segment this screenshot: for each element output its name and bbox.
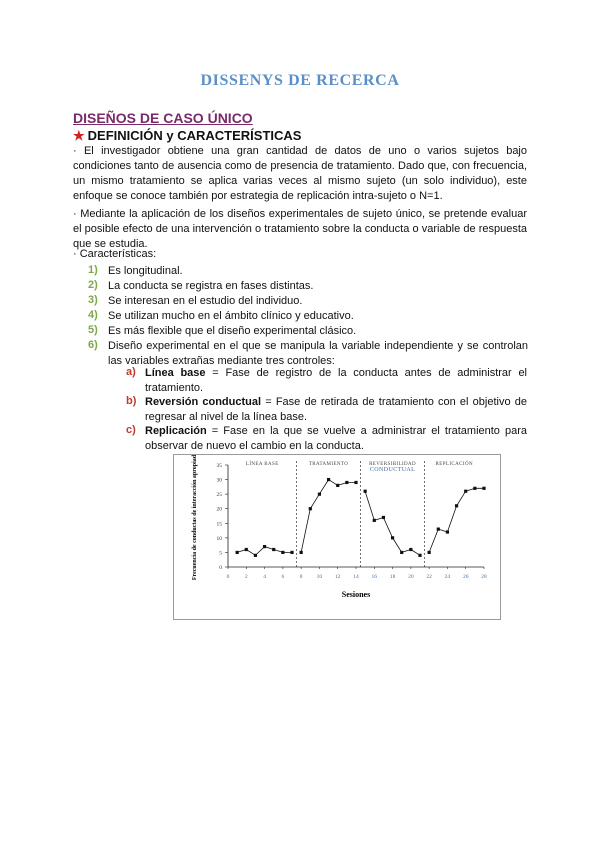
x-tick-label: 6 — [281, 574, 285, 580]
phase-label: LÍNEA BASE — [245, 462, 279, 467]
phase-label: REPLICACIÓN — [435, 462, 474, 467]
sublist-item — [145, 366, 527, 396]
y-tick-label: 25 — [216, 492, 222, 499]
paragraph-1 — [73, 144, 527, 204]
data-point — [391, 536, 394, 539]
data-point — [354, 481, 357, 484]
star-icon: ★ — [73, 128, 85, 143]
x-tick-label: 2 — [244, 574, 248, 580]
paragraph-2-text: · Mediante la aplicación de los diseños experimentales de sujeto único, se pretende evaluar el posible efecto de una intervención o tratamiento sobre la conducta o variable de respuesta que se estudia. — [73, 208, 527, 250]
x-tick-label: 12 — [334, 574, 341, 580]
data-point — [409, 548, 412, 551]
y-tick-label: 10 — [216, 535, 222, 542]
series-line — [365, 491, 420, 555]
list-number: 6) — [88, 339, 98, 351]
x-tick-label: 26 — [462, 574, 469, 580]
paragraph-3-text: · Características: — [73, 248, 157, 260]
data-point — [263, 545, 266, 548]
series-line — [301, 480, 356, 553]
y-axis-label: Frecuencia de conductas de interacción apropiada — [192, 455, 198, 581]
data-point — [437, 528, 440, 531]
single-case-chart — [173, 454, 501, 620]
list-number: 2) — [88, 279, 98, 291]
subsection-heading — [73, 128, 301, 144]
data-point — [345, 481, 348, 484]
data-point — [482, 487, 485, 490]
x-tick-label: 10 — [316, 574, 323, 580]
x-tick-label: 28 — [481, 574, 487, 580]
y-tick-label: 0 — [219, 565, 222, 571]
page-title: DISSENYS DE RECERCA — [200, 72, 400, 89]
x-tick-label: 22 — [426, 574, 432, 580]
list-number: 5) — [88, 324, 98, 336]
y-tick-label: 35 — [216, 463, 222, 469]
list-number: 4) — [88, 309, 98, 321]
sublist-text: = Fase de retirada de tratamiento con el objetivo de regresar al nivel de la línea base. — [145, 396, 527, 423]
data-point — [464, 490, 467, 493]
subsection-label: DEFINICIÓN y CARACTERÍSTICAS — [87, 128, 302, 143]
x-axis-label: Sesiones — [341, 590, 371, 599]
y-tick-label: 15 — [216, 521, 222, 528]
data-point — [300, 551, 303, 554]
phase-label: TRATAMIENTO — [308, 462, 349, 467]
sublist-letter: a) — [126, 366, 136, 378]
data-point — [455, 504, 458, 507]
paragraph-2 — [73, 207, 527, 252]
list-item: Se interesan en el estudio del individuo. — [108, 295, 303, 307]
y-tick-label: 20 — [216, 506, 222, 513]
data-point — [254, 554, 257, 557]
x-tick-label: 16 — [371, 574, 378, 580]
data-point — [473, 487, 476, 490]
y-tick-label: 30 — [216, 477, 222, 484]
sublist-item — [145, 395, 527, 425]
x-tick-label: 18 — [389, 574, 396, 580]
data-point — [336, 484, 339, 487]
data-point — [400, 551, 403, 554]
data-point — [245, 548, 248, 551]
data-point — [382, 516, 385, 519]
x-tick-label: 0 — [226, 574, 230, 580]
data-point — [281, 551, 284, 554]
sublist-term: Replicación — [145, 425, 207, 437]
data-point — [428, 551, 431, 554]
list-item: Se utilizan mucho en el ámbito clínico y educativo. — [108, 310, 354, 322]
data-point — [364, 490, 367, 493]
data-point — [272, 548, 275, 551]
sublist-letter: b) — [126, 395, 137, 407]
sublist-text: = Fase de registro de la conducta antes de administrar el tratamiento. — [145, 367, 527, 394]
data-point — [236, 551, 239, 554]
x-tick-label: 14 — [353, 574, 359, 580]
section-heading: DISEÑOS DE CASO ÚNICO — [73, 110, 253, 126]
data-point — [446, 530, 449, 533]
paragraph-1-text: · El investigador obtiene una gran cantidad de datos de uno o varios sujetos bajo condiciones tanto de ausencia como de presencia de tratamiento. Dado que, con frecuencia, un mismo tratamiento se aplica varias veces al mismo sujeto (un solo individuo), este enfoque se conoce también por estrategia de replicación intra-sujeto o N=1. — [73, 145, 527, 202]
list-item: Es más flexible que el diseño experimental clásico. — [108, 325, 357, 337]
x-tick-label: 20 — [408, 574, 414, 580]
list-number: 1) — [88, 264, 98, 276]
sublist-term: Reversión conductual — [145, 396, 262, 408]
x-tick-label: 24 — [444, 574, 451, 580]
x-tick-label: 8 — [299, 574, 303, 580]
phase-label: REVERSIBILIDAD CONDUCTUAL — [369, 462, 417, 473]
y-tick-label: 5 — [219, 550, 222, 557]
sublist-item — [145, 424, 527, 454]
series-line — [429, 488, 484, 552]
data-point — [290, 551, 293, 554]
list-item: La conducta se registra en fases distintas. — [108, 280, 314, 292]
list-number: 3) — [88, 294, 98, 306]
sublist-term: Línea base — [145, 367, 206, 379]
chart-svg — [174, 455, 500, 619]
data-point — [327, 478, 330, 481]
list-item: Diseño experimental en el que se manipula la variable independiente y se controlan las variables extrañas mediante tres controles: — [108, 340, 528, 367]
data-point — [373, 519, 376, 522]
data-point — [418, 554, 421, 557]
list-item: Es longitudinal. — [108, 265, 183, 277]
data-point — [309, 507, 312, 510]
paragraph-3 — [73, 247, 527, 262]
sublist-text: = Fase en la que se vuelve a administrar el tratamiento para observar de nuevo el cambio en la conducta. — [145, 425, 527, 452]
data-point — [318, 493, 321, 496]
sublist-letter: c) — [126, 424, 136, 436]
x-tick-label: 4 — [263, 574, 266, 580]
